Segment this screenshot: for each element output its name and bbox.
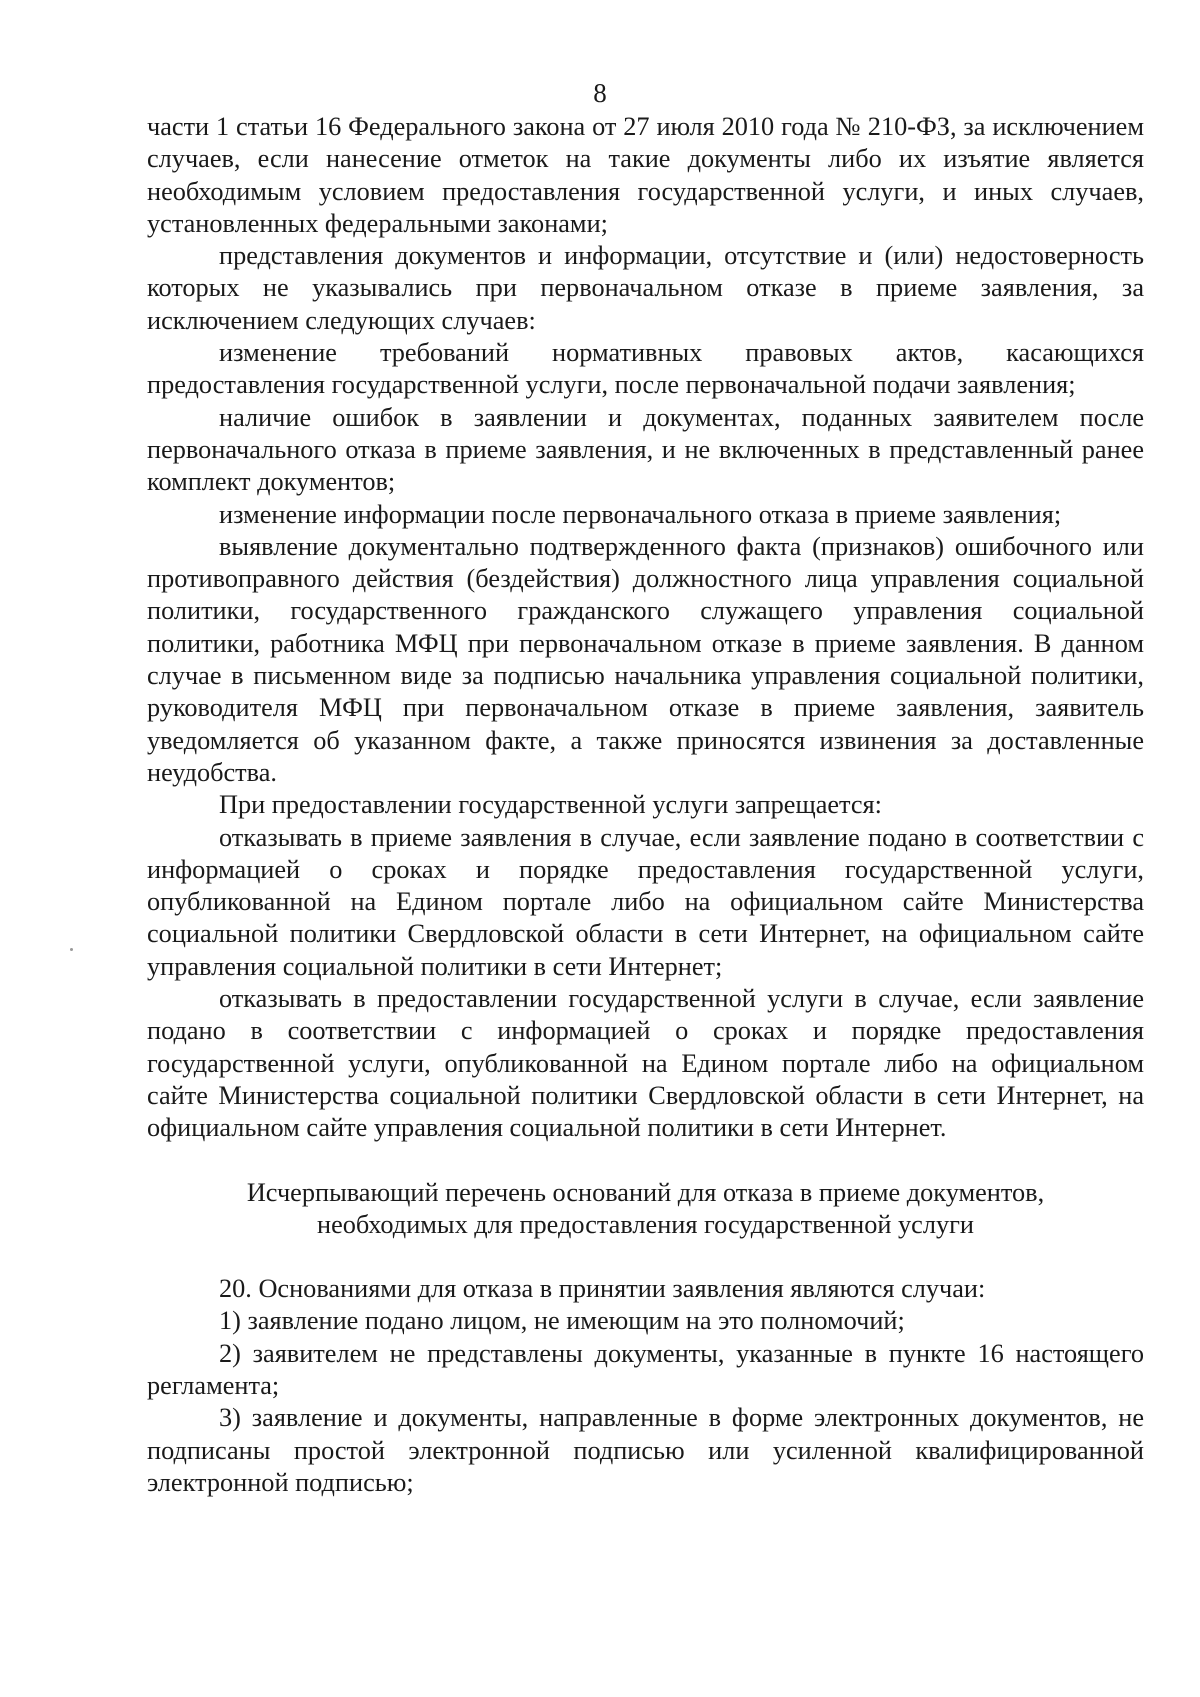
paragraph: наличие ошибок в заявлении и документах, поданных заявителем после первоначального отказа в приеме заявления, и не включенных в представленный ранее комплект документов; — [147, 402, 1144, 497]
list-item-2: 2) заявителем не представлены документы, указанные в пункте 16 настоящего регламента; — [147, 1338, 1144, 1400]
paragraph: изменение информации после первоначального отказа в приеме заявления; — [219, 499, 1062, 529]
document-body — [147, 111, 1144, 1499]
paragraph-continuation: части 1 статьи 16 Федерального закона от 27 июля 2010 года № 210-ФЗ, за исключением случаев, если нанесение отметок на такие документы либо их изъятие является необходимым условием предоставления государственной услуги, и иных случаев, установленных федеральными законами; — [147, 112, 1144, 238]
section-heading-line-1: Исчерпывающий перечень оснований для отказа в приеме документов, — [246, 1177, 1045, 1207]
clause-20: 20. Основаниями для отказа в принятии заявления являются случаи: — [219, 1274, 986, 1304]
section-heading — [147, 1177, 1144, 1242]
paragraph: представления документов и информации, отсутствие и (или) недостоверность которых не указывались при первоначальном отказе в приеме заявления, за исключением следующих случаев: — [147, 241, 1144, 335]
paragraph: При предоставлении государственной услуги запрещается: — [219, 790, 882, 820]
paragraph: изменение требований нормативных правовых актов, касающихся предоставления государственной услуги, после первоначальной подачи заявления; — [147, 338, 1144, 400]
section-heading-line-2: необходимых для предоставления государственной услуги — [317, 1209, 974, 1239]
page-number: 8 — [593, 78, 607, 108]
list-item-1: 1) заявление подано лицом, не имеющим на это полномочий; — [219, 1306, 905, 1336]
list-item-3: 3) заявление и документы, направленные в форме электронных документов, не подписаны простой электронной подписью или усиленной квалифицированной электронной подписью; — [147, 1403, 1144, 1497]
margin-mark — [70, 948, 73, 951]
paragraph: отказывать в предоставлении государственной услуги в случае, если заявление подано в соответствии с информацией о сроках и порядке предоставления государственной услуги, опубликованной на Едином портале либо на официальном сайте Министерства социальной политики Свердловской области в сети Интернет, на официальном сайте управления социальной политики в сети Интернет. — [147, 984, 1144, 1143]
paragraph: отказывать в приеме заявления в случае, если заявление подано в соответствии с информацией о сроках и порядке предоставления государственной услуги, опубликованной на Едином портале либо на официальном сайте Министерства социальной политики Свердловской области в сети Интернет, на официальном сайте управления социальной политики в сети Интернет; — [147, 822, 1144, 981]
paragraph: выявление документально подтвержденного факта (признаков) ошибочного или противоправного действия (бездействия) должностного лица управления социальной политики, государственного гражданского служащего управления социальной политики, работника МФЦ при первоначальном отказе в приеме заявления. В данном случае в письменном виде за подписью начальника управления социальной политики, руководителя МФЦ при первоначальном отказе в приеме заявления, заявитель уведомляется об указанном факте, а также приносятся извинения за доставленные неудобства. — [147, 531, 1144, 787]
